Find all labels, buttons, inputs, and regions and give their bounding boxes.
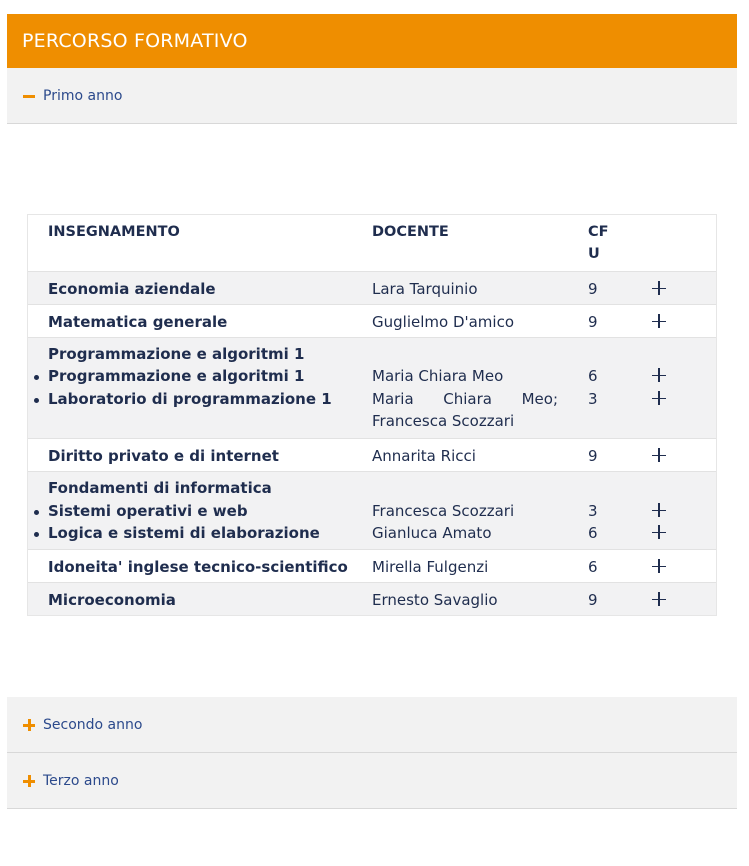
- bullet: [34, 532, 39, 537]
- course-name: Economia aziendale: [48, 280, 216, 298]
- section-title: PERCORSO FORMATIVO: [22, 30, 248, 52]
- expand-plus-icon[interactable]: [652, 559, 666, 573]
- teacher-name: Mirella Fulgenzi: [372, 558, 489, 576]
- cfu-value: 9: [588, 447, 598, 465]
- module-name: Sistemi operativi e web: [48, 502, 248, 520]
- plus-icon: [23, 719, 35, 731]
- bullet: [34, 510, 39, 515]
- cfu-value: 9: [588, 313, 598, 331]
- column-header-cfu-1: CF: [588, 224, 609, 240]
- table-row-group: [28, 471, 716, 549]
- cfu-value: 6: [588, 558, 598, 576]
- teacher-name: Gianluca Amato: [372, 524, 492, 542]
- cfu-value: 3: [588, 390, 598, 408]
- section-header: [7, 14, 737, 68]
- module-name: Laboratorio di programmazione 1: [48, 390, 332, 408]
- expand-plus-icon[interactable]: [652, 368, 666, 382]
- table-row: [28, 582, 716, 615]
- column-header-course: INSEGNAMENTO: [48, 224, 180, 240]
- bullet: [34, 375, 39, 380]
- course-name: Matematica generale: [48, 313, 228, 331]
- cfu-value: 6: [588, 367, 598, 385]
- expand-plus-icon[interactable]: [652, 281, 666, 295]
- module-name: Programmazione e algoritmi 1: [48, 367, 305, 385]
- accordion-primo-anno[interactable]: [7, 68, 737, 124]
- table-row: [28, 304, 716, 337]
- table-row: [28, 549, 716, 582]
- minus-icon: [23, 90, 35, 102]
- teacher-name: Annarita Ricci: [372, 447, 476, 465]
- cfu-value: 3: [588, 502, 598, 520]
- expand-plus-icon[interactable]: [652, 592, 666, 606]
- accordion-secondo-anno[interactable]: [7, 697, 737, 753]
- bullet: [34, 398, 39, 403]
- course-group-name: Programmazione e algoritmi 1: [48, 345, 305, 363]
- expand-plus-icon[interactable]: [652, 314, 666, 328]
- column-header-cfu-2: U: [588, 246, 600, 262]
- expand-plus-icon[interactable]: [652, 503, 666, 517]
- teacher-name: Maria Chiara Meo;: [372, 390, 558, 408]
- cfu-value: 9: [588, 591, 598, 609]
- teacher-name: Guglielmo D'amico: [372, 313, 515, 331]
- teacher-name: Lara Tarquinio: [372, 280, 478, 298]
- column-header-teacher: DOCENTE: [372, 224, 449, 240]
- course-name: Diritto privato e di internet: [48, 447, 279, 465]
- plus-icon: [23, 775, 35, 787]
- accordion-label: Terzo anno: [43, 772, 119, 789]
- teacher-name: Ernesto Savaglio: [372, 591, 498, 609]
- table-row-group: [28, 337, 716, 438]
- cfu-value: 9: [588, 280, 598, 298]
- table-header: [28, 215, 716, 271]
- teacher-name: Francesca Scozzari: [372, 502, 515, 520]
- expand-plus-icon[interactable]: [652, 391, 666, 405]
- cfu-value: 6: [588, 524, 598, 542]
- accordion-label: Secondo anno: [43, 716, 143, 733]
- teacher-name-continued: Francesca Scozzari: [372, 412, 515, 430]
- expand-plus-icon[interactable]: [652, 448, 666, 462]
- module-name: Logica e sistemi di elaborazione: [48, 524, 320, 542]
- expand-plus-icon[interactable]: [652, 525, 666, 539]
- courses-table: [27, 214, 717, 616]
- teacher-name: Maria Chiara Meo: [372, 367, 504, 385]
- accordion-terzo-anno[interactable]: [7, 753, 737, 809]
- course-group-name: Fondamenti di informatica: [48, 479, 272, 497]
- table-row: [28, 271, 716, 304]
- course-name: Microeconomia: [48, 591, 176, 609]
- table-row: [28, 438, 716, 471]
- course-name: Idoneita' inglese tecnico-scientifico: [48, 558, 348, 576]
- accordion-label: Primo anno: [43, 87, 123, 104]
